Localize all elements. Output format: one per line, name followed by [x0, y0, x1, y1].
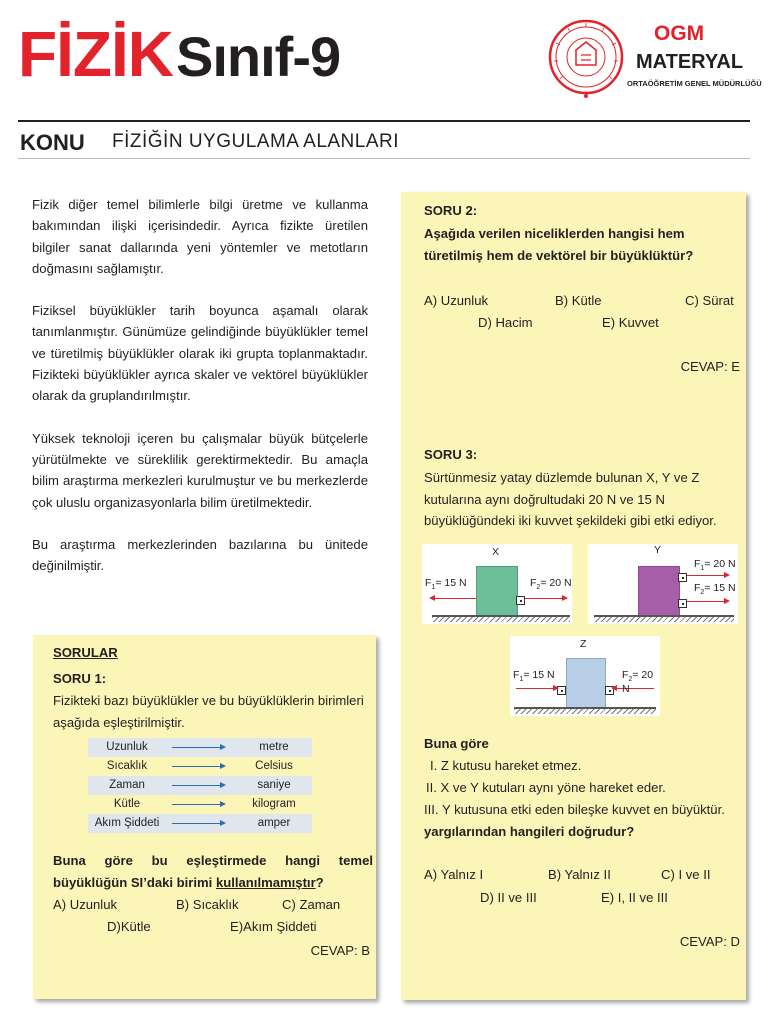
- mapping-row: [88, 795, 312, 814]
- q3-statement-1: I. Z kutusu hareket etmez.: [430, 758, 582, 773]
- intro-paragraph: Fizik diğer temel bilimlerle bilgi üretme ve kullanma bakımından ilişki içerisindedir. Ayrıca fizikte üretilen bilgiler sanat dallarında yeni yöntemler ve metotların doğmasını sağlamıştır.: [32, 197, 368, 276]
- ground-hatch: [514, 709, 656, 714]
- mapping-unit: saniye: [257, 779, 291, 791]
- arrow-icon: [172, 804, 222, 805]
- contact-point-icon: [678, 599, 687, 608]
- q2-label: SORU 2:: [424, 203, 478, 218]
- q1-prompt-end: ?: [315, 874, 324, 890]
- mapping-quantity: Akım Şiddeti: [94, 817, 160, 829]
- q3-statement-3: III. Y kutusuna etki eden bileşke kuvvet en büyüktür.: [424, 802, 725, 817]
- mapping-unit: amper: [257, 817, 291, 829]
- q3-option-b: B) Yalnız II: [548, 867, 611, 882]
- section-heading: SORULAR: [53, 645, 118, 660]
- brand-subtitle: ORTAÖĞRETİM GENEL MÜDÜRLÜĞÜ: [627, 79, 762, 88]
- q1-prompt-emphasis: kullanılmamıştır: [215, 874, 316, 890]
- q3-option-a: A) Yalnız I: [424, 867, 484, 882]
- q1-option-a: A) Uzunluk: [53, 897, 118, 912]
- figure-box-x: [422, 544, 572, 624]
- box-x-label: X: [492, 546, 500, 558]
- header-divider: [18, 120, 750, 122]
- q3-option-c: C) I ve II: [661, 867, 711, 882]
- q1-option-c: C) Zaman: [282, 897, 341, 912]
- brand-materyal: MATERYAL: [636, 51, 744, 73]
- grade-title: Sınıf-9: [176, 25, 341, 88]
- q3-answer: CEVAP: D: [679, 934, 740, 949]
- q2-answer: CEVAP: E: [680, 359, 740, 374]
- topic-divider: [18, 158, 750, 159]
- q1-option-e: E)Akım Şiddeti: [230, 919, 317, 934]
- box-y: [638, 566, 680, 616]
- figure-box-z: [510, 636, 660, 716]
- mapping-row: [88, 776, 312, 795]
- force-arrow-right-icon: [687, 601, 725, 602]
- q3-option-e: E) I, II ve III: [601, 890, 668, 905]
- force-value: = 15 N: [704, 582, 736, 594]
- mapping-row: [88, 738, 312, 757]
- arrow-icon: [172, 785, 222, 786]
- intro-paragraph: Bu araştırma merkezlerinden bazılarına bu ünitede değinilmiştir.: [32, 536, 368, 574]
- box-x: [476, 566, 518, 616]
- q2-option-c: C) Sürat: [685, 293, 734, 308]
- q1-label: SORU 1:: [53, 671, 107, 686]
- q2-option-a: A) Uzunluk: [424, 293, 489, 308]
- arrow-icon: [172, 766, 222, 767]
- subject-title: FİZİK: [18, 18, 173, 90]
- quantity-unit-table: [88, 738, 312, 832]
- ground-hatch: [594, 617, 734, 622]
- box-z: [566, 658, 606, 708]
- mapping-quantity: Sıcaklık: [106, 760, 148, 772]
- q3-option-d: D) II ve III: [480, 890, 537, 905]
- force-f1-x: $F_1= 15$ N: [425, 577, 467, 592]
- mapping-row: [88, 757, 312, 776]
- box-y-label: Y: [654, 544, 662, 556]
- topic-title: FİZİĞİN UYGULAMA ALANLARI: [112, 131, 400, 152]
- force-f2-y: $F_2= 15$ N: [694, 582, 736, 597]
- force-arrow-right-icon: [516, 688, 554, 689]
- mapping-quantity: Uzunluk: [106, 741, 148, 753]
- force-value: = 20 N: [704, 558, 736, 570]
- contact-point-icon: [516, 596, 525, 605]
- q3-lead: Buna göre: [424, 736, 489, 751]
- force-value: = 15 N: [435, 577, 467, 589]
- q1-prompt: [53, 850, 373, 893]
- mapping-row: [88, 814, 312, 833]
- box-z-label: Z: [580, 638, 587, 650]
- mapping-unit: metre: [259, 741, 289, 753]
- arrow-icon: [172, 823, 222, 824]
- q1-option-d: D)Kütle: [107, 919, 151, 934]
- q2-text: Aşağıda verilen niceliklerden hangisi hem türetilmiş hem de vektörel bir büyüklüktür?: [424, 226, 694, 263]
- intro-paragraph: Fiziksel büyüklükler tarih boyunca aşamalı olarak tanımlanmıştır. Günümüze gelindiğinde büyüklükler temel ve türetilmiş büyüklükler olarak iki grupta toplanmaktadır. Fizikteki büyüklükler ayrıca skaler ve vektörel büyüklükler olarak da gruplandırılmıştır.: [32, 303, 368, 404]
- force-f2-x: $F_2= 20$ N: [530, 577, 572, 592]
- force-value: = 20 N: [540, 577, 572, 589]
- force-value: = 20 N: [622, 669, 654, 696]
- force-arrow-left-icon: [434, 598, 476, 599]
- q1-answer: CEVAP: B: [310, 943, 370, 958]
- intro-paragraph: Yüksek teknoloji içeren bu çalışmalar büyük bütçelerle yürütülmekte ve süreklilik gerektirmektedir. Bu amaçla bilim araştırma merkezleri kurulmuştur ve bu merkezlerde çok uluslu organizasyonlarla bilim üretilmektedir.: [32, 430, 368, 510]
- mapping-unit: Celsius: [255, 760, 293, 772]
- force-arrow-right-icon: [687, 575, 725, 576]
- force-f2-z: $F_2= 20$ N: [622, 669, 654, 696]
- force-value: = 15 N: [523, 669, 555, 681]
- ground-hatch: [432, 617, 570, 622]
- mapping-quantity: Kütle: [113, 798, 141, 810]
- q3-label: SORU 3:: [424, 447, 478, 462]
- q3-statement-2: II. X ve Y kutuları aynı yöne hareket eder.: [426, 780, 666, 795]
- force-f1-z: $F_1= 15$ N: [513, 669, 555, 684]
- q1-text: Fizikteki bazı büyüklükler ve bu büyüklüklerin birimleri aşağıda eşleştirilmiştir.: [53, 693, 364, 730]
- brand-ogm: OGM: [654, 22, 705, 45]
- intro-text: [32, 194, 368, 597]
- contact-point-icon: [678, 573, 687, 582]
- q3-text: Sürtünmesiz yatay düzlemde bulunan X, Y ve Z kutularına aynı doğrultudaki 20 N ve 15 N büyüklüğündeki iki kuvvet şekildeki gibi etki ediyor.: [424, 470, 717, 528]
- q1-prompt-text: Buna göre bu eşleştirmede hangi temel büyüklüğün SI’daki birimi: [53, 853, 373, 890]
- force-f1-y: $F_1= 20$ N: [694, 558, 736, 573]
- force-arrow-right-icon: [525, 598, 563, 599]
- q2-option-e: E) Kuvvet: [602, 315, 659, 330]
- mapping-unit: kilogram: [252, 798, 296, 810]
- q2-option-b: B) Kütle: [555, 293, 602, 308]
- q2-option-d: D) Hacim: [478, 315, 533, 330]
- q1-option-b: B) Sıcaklık: [176, 897, 239, 912]
- topic-label: KONU: [20, 130, 85, 155]
- ministry-seal-logo: [548, 10, 624, 104]
- mapping-quantity: Zaman: [109, 779, 145, 791]
- q3-prompt: yargılarından hangileri doğrudur?: [424, 824, 635, 839]
- figure-box-y: [588, 544, 738, 624]
- arrow-icon: [172, 747, 222, 748]
